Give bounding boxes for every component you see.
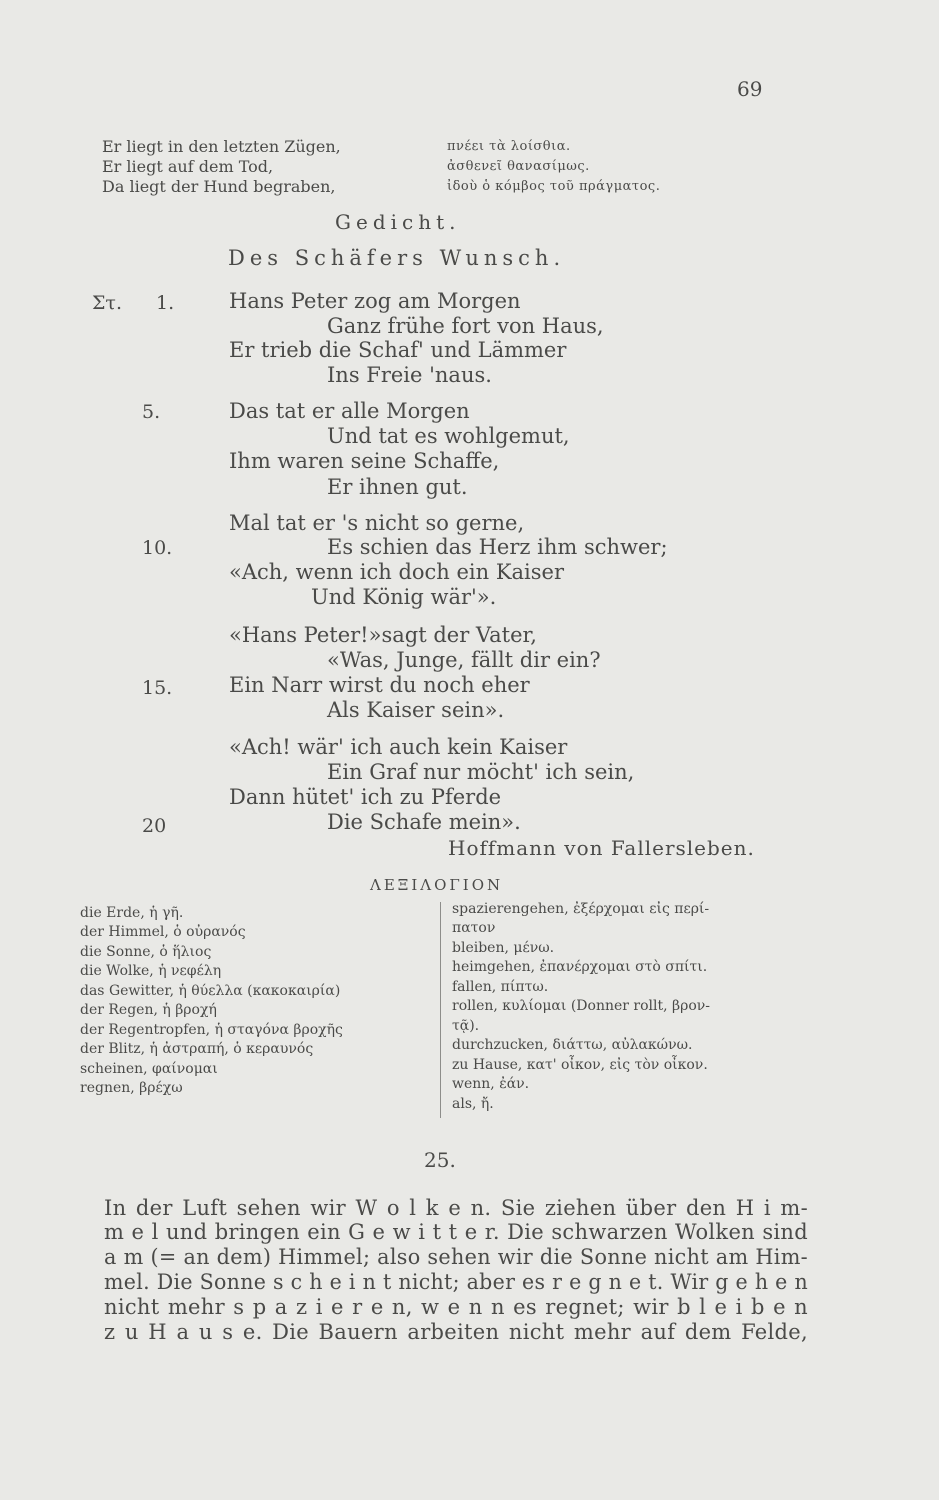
vocab-right-item: spazierengehen, ἐξέρχομαι εἰς περί-	[452, 901, 710, 917]
vocab-left-item: der Regen, ἡ βροχή	[80, 1002, 217, 1018]
vocab-left-item: der Blitz, ἡ ἀστραπή, ὁ κεραυνός	[80, 1041, 314, 1057]
line-number-20: 20	[142, 815, 167, 837]
prose-line: In der Luft sehen wir W o l k e n. Sie ziehen über den H i m-	[104, 1196, 808, 1220]
line-number-5: 5.	[142, 401, 161, 423]
poem-line: «Was, Junge, fällt dir ein?	[327, 648, 601, 672]
vocab-right-item: fallen, πίπτω.	[452, 979, 549, 995]
poem-line: Ins Freie 'naus.	[327, 363, 492, 387]
page-number: 69	[737, 77, 763, 101]
poem-line: Ein Graf nur möcht' ich sein,	[327, 760, 635, 784]
section-number: 25.	[424, 1148, 456, 1172]
prose-line: m e l und bringen ein G e w i t t e r. Die schwarzen Wolken sind	[104, 1220, 808, 1244]
poem-line: Hans Peter zog am Morgen	[229, 289, 521, 313]
stanza-marker: Στ.	[92, 292, 122, 314]
poem-line: Die Schafe mein».	[327, 810, 521, 834]
poem-line: Mal tat er 's nicht so gerne,	[229, 511, 525, 535]
vocab-right-item: zu Hause, κατ' οἶκον, εἰς τὸν οἶκον.	[452, 1057, 708, 1073]
idiom-greek-3: ἰδοὺ ὁ κόμβος τοῦ πράγματος.	[447, 179, 661, 194]
poem-line: «Ach! wär' ich auch kein Kaiser	[229, 735, 568, 759]
line-number-10: 10.	[142, 537, 173, 559]
poem-line: Ganz frühe fort von Haus,	[327, 314, 604, 338]
idiom-greek-1: πνέει τὰ λοίσθια.	[447, 139, 571, 154]
vocab-right-item: rollen, κυλίομαι (Donner rollt, βρον-	[452, 998, 710, 1014]
poem-line: Und tat es wohlgemut,	[327, 424, 570, 448]
idiom-german-3: Da liegt der Hund begraben,	[102, 177, 336, 196]
vocab-right-item: durchzucken, διάττω, αὐλακώνω.	[452, 1037, 693, 1053]
poem-author: Hoffmann von Fallersleben.	[448, 836, 755, 860]
poem-title: Des Schäfers Wunsch.	[228, 246, 566, 270]
vocab-right-item: πατον	[452, 920, 496, 936]
poem-heading: Gedicht.	[335, 210, 461, 234]
vocabulary-divider	[440, 902, 441, 1118]
vocab-right-item: heimgehen, ἐπανέρχομαι στὸ σπίτι.	[452, 959, 708, 975]
prose-line: nicht mehr s p a z i e r e n, w e n n es regnet; wir b l e i b e n	[104, 1295, 808, 1319]
vocab-right-item: als, ἤ.	[452, 1096, 494, 1112]
poem-line: Als Kaiser sein».	[327, 698, 505, 722]
vocab-left-item: die Wolke, ἡ νεφέλη	[80, 963, 222, 979]
vocab-left-item: das Gewitter, ἡ θύελλα (κακοκαιρία)	[80, 983, 341, 999]
poem-line: Er trieb die Schaf' und Lämmer	[229, 338, 567, 362]
vocab-left-item: die Sonne, ὁ ἥλιος	[80, 944, 212, 960]
line-number-15: 15.	[142, 677, 173, 699]
poem-line: Dann hütet' ich zu Pferde	[229, 785, 502, 809]
idiom-greek-2: ἀσθενεῖ θανασίμως.	[447, 159, 590, 174]
poem-line: Es schien das Herz ihm schwer;	[327, 535, 668, 559]
vocab-left-item: die Erde, ἡ γῆ.	[80, 905, 184, 921]
line-number-1: 1.	[156, 292, 175, 314]
vocab-right-item: τᾷ).	[452, 1018, 480, 1034]
prose-line: a m (= an dem) Himmel; also sehen wir die Sonne nicht am Him-	[104, 1245, 808, 1269]
vocabulary-heading: ΛΕΞΙΛΟΓΙΟΝ	[370, 876, 504, 894]
prose-line: mel. Die Sonne s c h e i n t nicht; aber es r e g n e t. Wir g e h e n	[104, 1270, 808, 1294]
vocab-left-item: der Himmel, ὁ οὐρανός	[80, 924, 246, 940]
poem-line: Das tat er alle Morgen	[229, 399, 470, 423]
vocab-left-item: regnen, βρέχω	[80, 1080, 183, 1096]
poem-line: Und König wär'».	[311, 585, 497, 609]
poem-line: «Ach, wenn ich doch ein Kaiser	[229, 560, 565, 584]
vocab-left-item: scheinen, φαίνομαι	[80, 1061, 218, 1077]
idiom-german-1: Er liegt in den letzten Zügen,	[102, 137, 341, 156]
poem-line: Er ihnen gut.	[327, 475, 468, 499]
prose-line: z u H a u s e. Die Bauern arbeiten nicht mehr auf dem Felde,	[104, 1320, 808, 1344]
poem-line: Ein Narr wirst du noch eher	[229, 673, 530, 697]
vocab-right-item: wenn, ἐάν.	[452, 1076, 530, 1092]
poem-line: «Hans Peter!»sagt der Vater,	[229, 623, 537, 647]
vocab-right-item: bleiben, μένω.	[452, 940, 555, 956]
vocab-left-item: der Regentropfen, ἡ σταγόνα βροχῆς	[80, 1022, 343, 1038]
idiom-german-2: Er liegt auf dem Tod,	[102, 157, 274, 176]
poem-line: Ihm waren seine Schaffe,	[229, 449, 500, 473]
